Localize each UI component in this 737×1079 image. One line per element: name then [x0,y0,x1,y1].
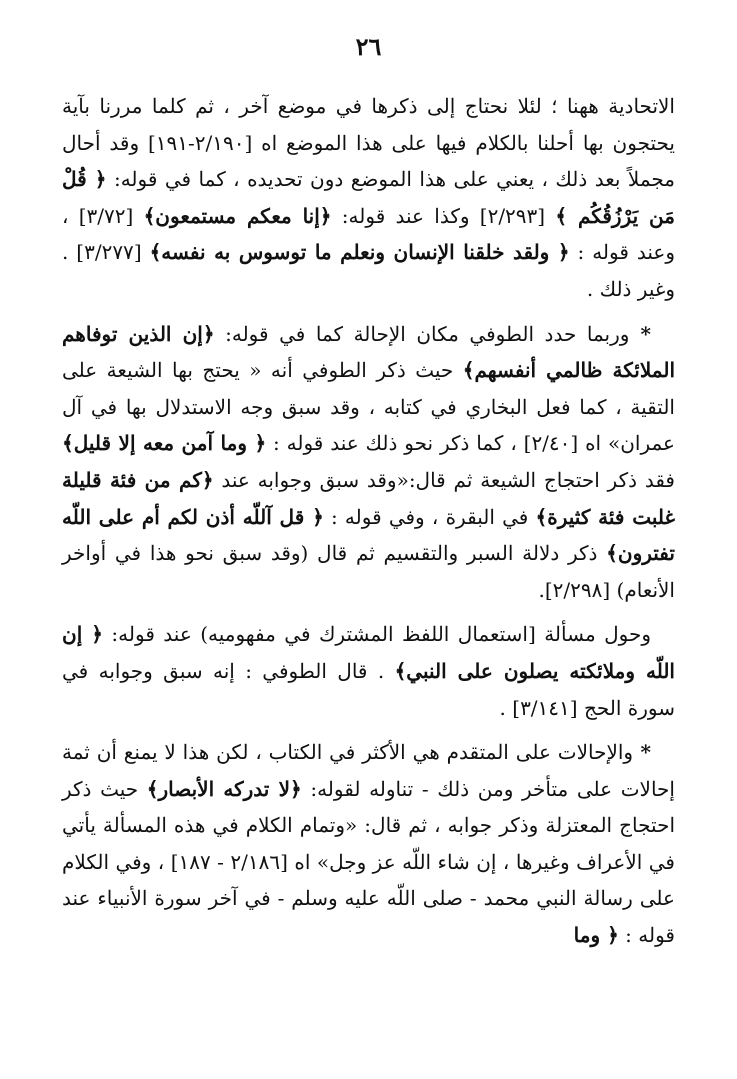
bullet-asterisk: * [629,321,652,346]
quran-quote: ﴿ إن اللّه وملائكته يصلون على النبي﴾ [62,622,675,683]
quran-quote: ﴿كم من فئة قليلة غلبت فئة كثيرة﴾ [62,467,676,529]
quran-quote: ﴿إن الذين توفاهم الملائكة ظالمي أنفسهم﴾ [62,321,676,383]
text-run: حيث ذكر الطوفي أنه « يحتج بها الشيعة على التقية ، كما فعل البخاري في كتابه ، وقد سبق وجه الاستدلال بها في آل عمران» اه [٢/٤٠] ، كما ذكر نحو ذلك عند قوله : [62,358,675,456]
bullet-asterisk: * [633,740,651,765]
text-run: [٣/٢٧٧] . وغير ذلك . [62,240,675,301]
text-run: . قال الطوفي : إنه سبق وجوابه في سورة الحج [٣/١٤١] . [62,658,675,720]
quran-quote: ﴿ وما آمن معه إلا قليل﴾ [62,431,267,456]
text-run: والإحالات على المتقدم هي الأكثر في الكتاب ، لكن هذا لا يمنع أن ثمة إحالات على متأخر ومن ذلك - تناوله لقوله: [62,740,675,801]
quran-quote: ﴿ قل آللّه أذن لكم أم على اللّه تفترون﴾ [62,504,675,566]
quran-quote: ﴿ قُلْ مَن يَرْزُقُكُم ﴾ [62,167,675,228]
body-text [62,88,675,954]
text-run: وحول مسألة [استعمال اللفظ المشترك في مفهوميه) عند قوله: [103,622,651,647]
quran-quote: ﴿لا تدركه الأبصار﴾ [146,776,302,801]
text-run: [٣/٧٢] ، وعند قوله : [62,203,675,265]
text-run: الاتحادية ههنا ؛ لئلا نحتاج إلى ذكرها في موضع آخر ، ثم كلما مررنا بآية يحتجون بها أحلنا بالكلام فيها على هذا الموضع اه [٢/١٩٠-١٩١] وقد أحال مجملاً بعد ذلك ، يعني على هذا الموضع دون تحديده ، كما في قوله: [62,94,676,192]
quran-quote: ﴿ ولقد خلقنا الإنسان ونعلم ما توسوس به نفسه﴾ [149,240,570,265]
paragraph-1 [62,88,675,308]
paragraph-4 [62,734,675,954]
paragraph-3 [62,616,675,726]
text-run: فقد ذكر احتجاج الشيعة ثم قال:«وقد سبق وجوابه عند [213,467,675,492]
text-run: ذكر دلالة السبر والتقسيم ثم قال (وقد سبق نحو هذا في أواخر الأنعام) [٢/٢٩٨]. [62,541,675,602]
page-number: ٢٦ [355,32,382,61]
text-run: [٢/٢٩٣] وكذا عند قوله: [331,203,556,228]
text-run: في البقرة ، وفي قوله : [323,504,536,529]
text-run: حيث ذكر احتجاج المعتزلة وذكر جوابه ، ثم قال: «وتمام الكلام في هذه المسألة يأتي في الأعراف وغيرها ، إن شاء اللّه عز وجل» اه [٢/١٨٦ - ١٨٧] ، وفي الكلام على رسالة النبي محمد - صلى اللّه عليه وسلم - في آخر سورة الأنبياء عند قوله : [62,776,675,948]
quran-quote: ﴿إنا معكم مستمعون﴾ [143,203,332,228]
text-run: وربما حدد الطوفي مكان الإحالة كما في قوله: [214,321,630,346]
quran-quote: ﴿ وما [573,923,619,948]
paragraph-2 [62,316,675,609]
